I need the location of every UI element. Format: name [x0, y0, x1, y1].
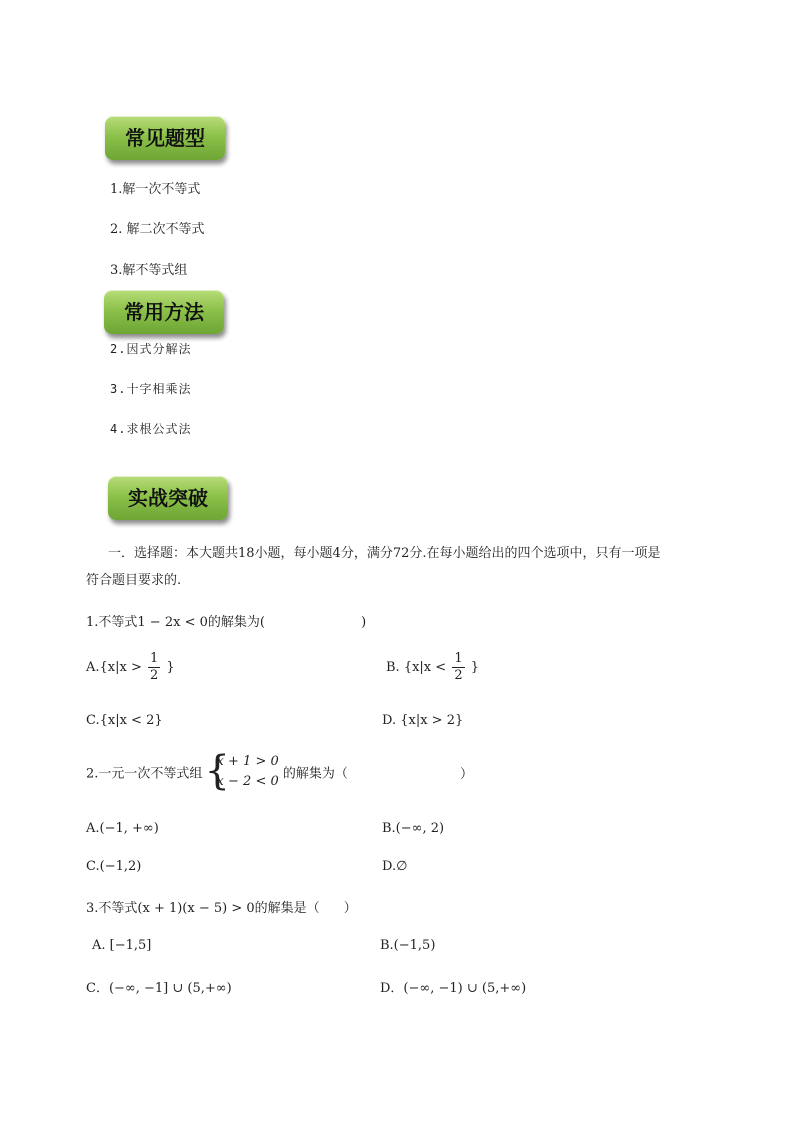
question-1-option-a [86, 651, 175, 684]
fraction-denominator: 2 [150, 668, 159, 683]
question-2-option-b: B.(−∞, 2) [382, 821, 445, 836]
type-item-1: 1.解一次不等式 [110, 182, 201, 197]
system-row-2: x − 2 < 0 [216, 774, 279, 789]
inequality-system [204, 748, 279, 794]
method-item-2: 3.十字相乘法 [110, 382, 192, 396]
question-1-option-b [386, 651, 479, 684]
section-badge-common-types: 常见题型 [105, 116, 225, 160]
fraction-numerator: 1 [454, 651, 463, 666]
question-2-option-d: D.∅ [382, 859, 408, 874]
type-item-3: 3.解不等式组 [110, 263, 188, 278]
option-a-prefix: A.{x|x > [86, 660, 142, 675]
option-a-fraction [148, 651, 160, 684]
question-1-option-d: D. {x|x > 2} [382, 713, 464, 728]
intro-line-2: 符合题目要求的. [86, 573, 182, 588]
system-row-1: x + 1 > 0 [216, 754, 279, 769]
question-3-stem [86, 897, 357, 916]
section-badge-common-methods: 常用方法 [104, 290, 224, 334]
option-a-suffix: } [166, 660, 175, 675]
option-b-prefix: B. {x|x < [386, 660, 447, 675]
question-1-option-c: C.{x|x < 2} [86, 713, 163, 728]
fraction-denominator: 2 [454, 668, 463, 683]
fraction-numerator: 1 [150, 651, 159, 666]
left-brace-icon: { [204, 748, 230, 794]
question-2-option-a: A.(−1, +∞) [86, 821, 159, 836]
question-3-option-b: B.(−1,5) [380, 938, 436, 953]
question-1-text: 1.不等式1 − 2x < 0的解集为( [86, 615, 265, 630]
question-1-stem [86, 611, 366, 630]
option-b-suffix: } [470, 660, 480, 675]
question-2-close: ） [460, 766, 474, 782]
question-3-option-c: C．(−∞, −1] ∪ (5,+∞) [86, 981, 232, 996]
question-2-stem [86, 748, 474, 794]
question-2-text-pre: 2.一元一次不等式组 [86, 766, 203, 782]
question-1-close: ) [361, 615, 367, 630]
section-badge-practice: 实战突破 [108, 476, 228, 520]
option-b-fraction [452, 651, 464, 684]
question-3-text: 3.不等式(x + 1)(x − 5) > 0的解集是（ [86, 901, 320, 916]
question-3-option-a: A. [−1,5] [92, 938, 152, 953]
question-2-text-post: 的解集为（ [282, 766, 348, 782]
method-item-3: 4.求根公式法 [110, 422, 192, 436]
question-2-option-c: C.(−1,2) [86, 859, 142, 874]
question-3-close: ） [343, 901, 357, 916]
method-item-1: 2.因式分解法 [110, 342, 192, 356]
type-item-2: 2. 解二次不等式 [110, 222, 205, 237]
question-3-option-d: D．(−∞, −1) ∪ (5,+∞) [380, 981, 527, 996]
intro-line-1: 一．选择题：本大题共18小题，每小题4分，满分72分.在每小题给出的四个选项中，只有一项是 [108, 546, 661, 561]
